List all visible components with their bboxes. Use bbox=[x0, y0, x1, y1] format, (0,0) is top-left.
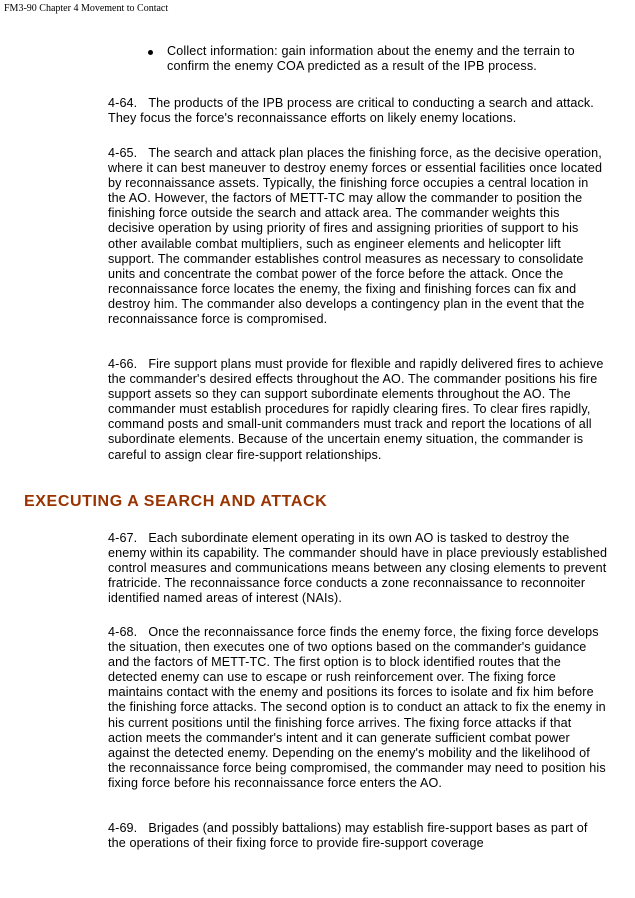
bullet-dot-icon bbox=[148, 50, 153, 55]
paragraph-text: The products of the IPB process are critical to conducting a search and attack. They focus the force's reconnaissance efforts on likely enemy locations. bbox=[108, 96, 594, 126]
paragraph-number: 4-68. bbox=[108, 625, 138, 639]
running-header: FM3-90 Chapter 4 Movement to Contact bbox=[4, 3, 169, 14]
bullet-text: Collect information: gain information about the enemy and the terrain to confirm the enemy COA predicted as a result of the IPB process. bbox=[167, 44, 575, 73]
section-heading: EXECUTING A SEARCH AND ATTACK bbox=[24, 493, 328, 510]
paragraph-number: 4-64. bbox=[108, 96, 138, 110]
paragraph-number: 4-69. bbox=[108, 821, 138, 835]
paragraph-4-68 bbox=[108, 625, 608, 791]
paragraph-text: Brigades (and possibly battalions) may establish fire-support bases as part of the operations of their fixing force to provide fire-support coverage bbox=[108, 821, 588, 851]
paragraph-4-67 bbox=[108, 531, 608, 606]
paragraph-text: Each subordinate element operating in its own AO is tasked to destroy the enemy within its capability. The commander should have in place previously established control measures and communications means between any closing elements to prevent fratricide. The reconnaissance force conducts a zone reconnaissance to reconnoiter identified named areas of interest (NAIs). bbox=[108, 531, 608, 606]
paragraph-number: 4-66. bbox=[108, 357, 138, 371]
paragraph-4-66 bbox=[108, 357, 608, 463]
paragraph-4-65 bbox=[108, 146, 608, 327]
paragraph-4-69 bbox=[108, 821, 608, 851]
paragraph-number: 4-65. bbox=[108, 146, 138, 160]
paragraph-text: The search and attack plan places the finishing force, as the decisive operation, where it can best maneuver to destroy enemy forces or essential facilities once located by reconnaissance assets. Typically, the finishing force occupies a central location in the AO. However, the factors of METT-TC may allow the commander to position the finishing force outside the search and attack area. The commander weights this decisive operation by using priority of fires and assigning priorities of support to his other available combat multipliers, such as engineer elements and helicopter lift support. The commander establishes control measures as necessary to consolidate units and concentrate the combat power of the force before the attack. Once the reconnaissance force locates the enemy, the fixing and finishing forces can fix and destroy him. The commander also develops a contingency plan in the event that the reconnaissance force is compromised. bbox=[108, 146, 603, 327]
paragraph-text: Once the reconnaissance force finds the enemy force, the fixing force develops the situation, then executes one of two options based on the commander's guidance and the factors of METT-TC. The first option is to block identified routes that the detected enemy can use to escape or rush reinforcement over. The fixing force maintains contact with the enemy and positions its forces to isolate and fix him before the finishing force attacks. The second option is to conduct an attack to fix the enemy in his current positions until the finishing force arrives. The fixing force attacks if that action meets the commander's intent and it can generate sufficient combat power against the detected enemy. Depending on the enemy's mobility and the likelihood of the reconnaissance force being compromised, the commander may need to position his fixing force before his reconnaissance force enters the AO. bbox=[108, 625, 606, 790]
paragraph-text: Fire support plans must provide for flexible and rapidly delivered fires to achieve the commander's desired effects throughout the AO. The commander positions his fire support assets so they can support subordinate elements throughout the AO. The commander must establish procedures for rapidly clearing fires. To clear fires rapidly, command posts and small-unit commanders must track and report the locations of all subordinate elements. Because of the uncertain enemy situation, the commander is careful to assign clear fire-support relationships. bbox=[108, 357, 604, 462]
paragraph-number: 4-67. bbox=[108, 531, 138, 545]
paragraph-4-64 bbox=[108, 96, 608, 126]
